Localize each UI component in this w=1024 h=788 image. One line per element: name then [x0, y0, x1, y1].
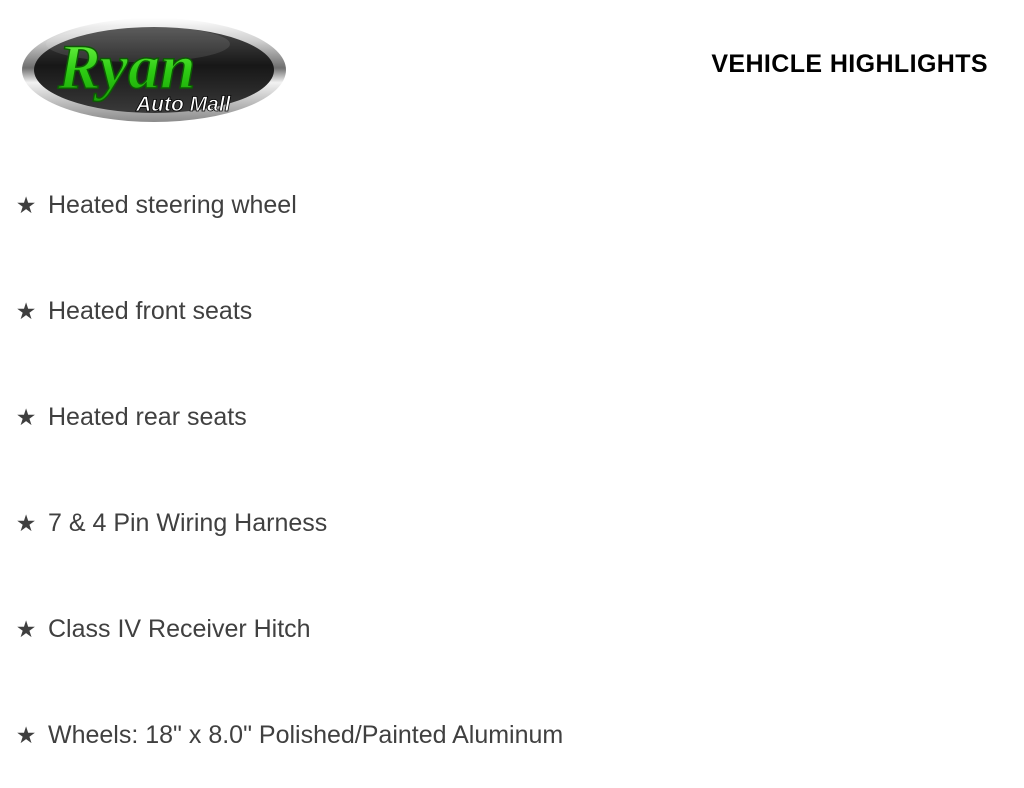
list-item-label: Class IV Receiver Hitch: [48, 614, 311, 643]
list-item-label: 7 & 4 Pin Wiring Harness: [48, 508, 328, 537]
star-icon: ★: [15, 509, 37, 536]
list-item: [0, 258, 1024, 364]
list-item: [0, 364, 1024, 470]
svg-text:Auto Mall: Auto Mall: [136, 93, 231, 116]
star-icon: ★: [15, 615, 37, 642]
vehicle-highlights-list: [0, 152, 1024, 788]
list-item: [0, 576, 1024, 682]
list-item-label: Heated front seats: [48, 296, 253, 325]
page-header: [0, 0, 1024, 130]
list-item-label: Wheels: 18" x 8.0" Polished/Painted Aluminum: [48, 720, 564, 749]
ryan-auto-mall-logo: [18, 8, 290, 126]
list-item: [0, 470, 1024, 576]
list-item: [0, 682, 1024, 788]
list-item-label: Heated steering wheel: [48, 190, 297, 219]
svg-text:Ryan: Ryan: [58, 31, 196, 102]
list-item: [0, 152, 1024, 258]
star-icon: ★: [15, 721, 37, 748]
list-item-label: Heated rear seats: [48, 402, 247, 431]
page-title: VEHICLE HIGHLIGHTS: [711, 50, 988, 78]
star-icon: ★: [15, 297, 37, 324]
star-icon: ★: [15, 191, 37, 218]
star-icon: ★: [15, 403, 37, 430]
